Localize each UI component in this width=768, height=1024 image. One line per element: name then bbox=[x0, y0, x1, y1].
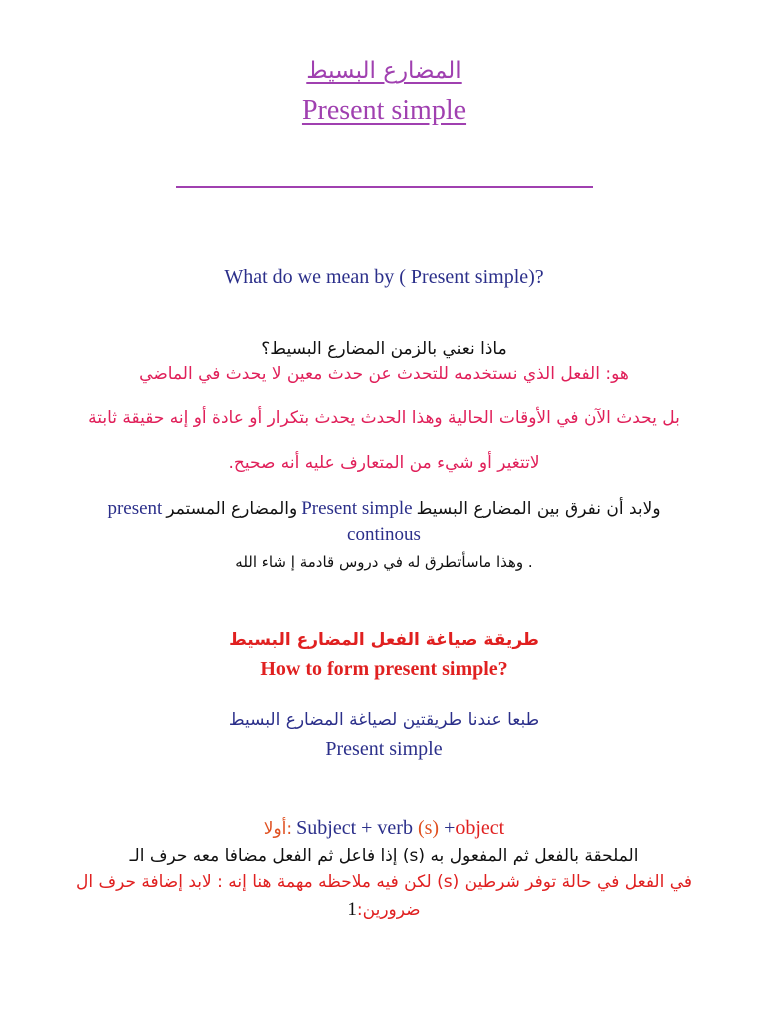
question-arabic: ماذا نعني بالزمن المضارع البسيط؟ bbox=[261, 339, 507, 359]
question-english: What do we mean by ( Present simple)? bbox=[224, 266, 544, 288]
explanation-line-1: الملحقة بالفعل ثم المفعول به (s) إذا فاعل ثم الفعل مضافا معه حرف الـ bbox=[129, 846, 639, 866]
comparison-arabic-start: ولابد أن نفرق بين المضارع البسيط bbox=[416, 499, 661, 519]
formula-s: (s) bbox=[417, 817, 440, 839]
definition-line-1: هو: الفعل الذي نستخدمه للتحدث عن حدث معين لا يحدث في الماضي bbox=[139, 364, 629, 384]
comparison-present-simple: Present simple bbox=[301, 498, 413, 519]
title-arabic: المضارع البسيط bbox=[306, 58, 462, 84]
comparison-present: present bbox=[107, 498, 163, 519]
first-label: أولا: bbox=[263, 819, 293, 839]
explanation-conditions: ضرورين: bbox=[356, 900, 421, 920]
explanation-number: 1 bbox=[347, 899, 357, 920]
explanation-line-3 bbox=[0, 899, 768, 921]
title-divider bbox=[176, 186, 593, 188]
ways-arabic: طبعا عندنا طريقتين لصياغة المضارع البسيط bbox=[228, 710, 540, 730]
formula-subject-verb: Subject + verb bbox=[296, 817, 418, 839]
comparison-line bbox=[0, 498, 768, 520]
form-heading-arabic: طريقة صياغة الفعل المضارع البسيط bbox=[229, 630, 539, 650]
definition-line-3: لاتتغير أو شيء من المتعارف عليه أنه صحيح. bbox=[228, 453, 540, 473]
title-english: Present simple bbox=[301, 95, 467, 126]
formula-object: object bbox=[455, 817, 505, 839]
definition-line-2: بل يحدث الآن في الأوقات الحالية وهذا الحدث يحدث بتكرار أو عادة أو إنه حقيقة ثابتة bbox=[88, 408, 680, 428]
comparison-arabic-mid: والمضارع المستمر bbox=[166, 499, 298, 519]
explanation-line-2: في الفعل في حالة توفر شرطين (s) لكن فيه ملاحظه مهمة هنا إنه : لابد إضافة حرف ال bbox=[75, 872, 693, 892]
comparison-arabic-end: . وهذا ماسأتطرق له في دروس قادمة إ شاء الله bbox=[235, 553, 533, 571]
ways-english: Present simple bbox=[325, 738, 443, 760]
formula-plus: + bbox=[439, 817, 456, 839]
comparison-continous: continous bbox=[347, 524, 421, 545]
form-heading-english: How to form present simple? bbox=[260, 658, 508, 680]
formula-line bbox=[0, 817, 768, 840]
